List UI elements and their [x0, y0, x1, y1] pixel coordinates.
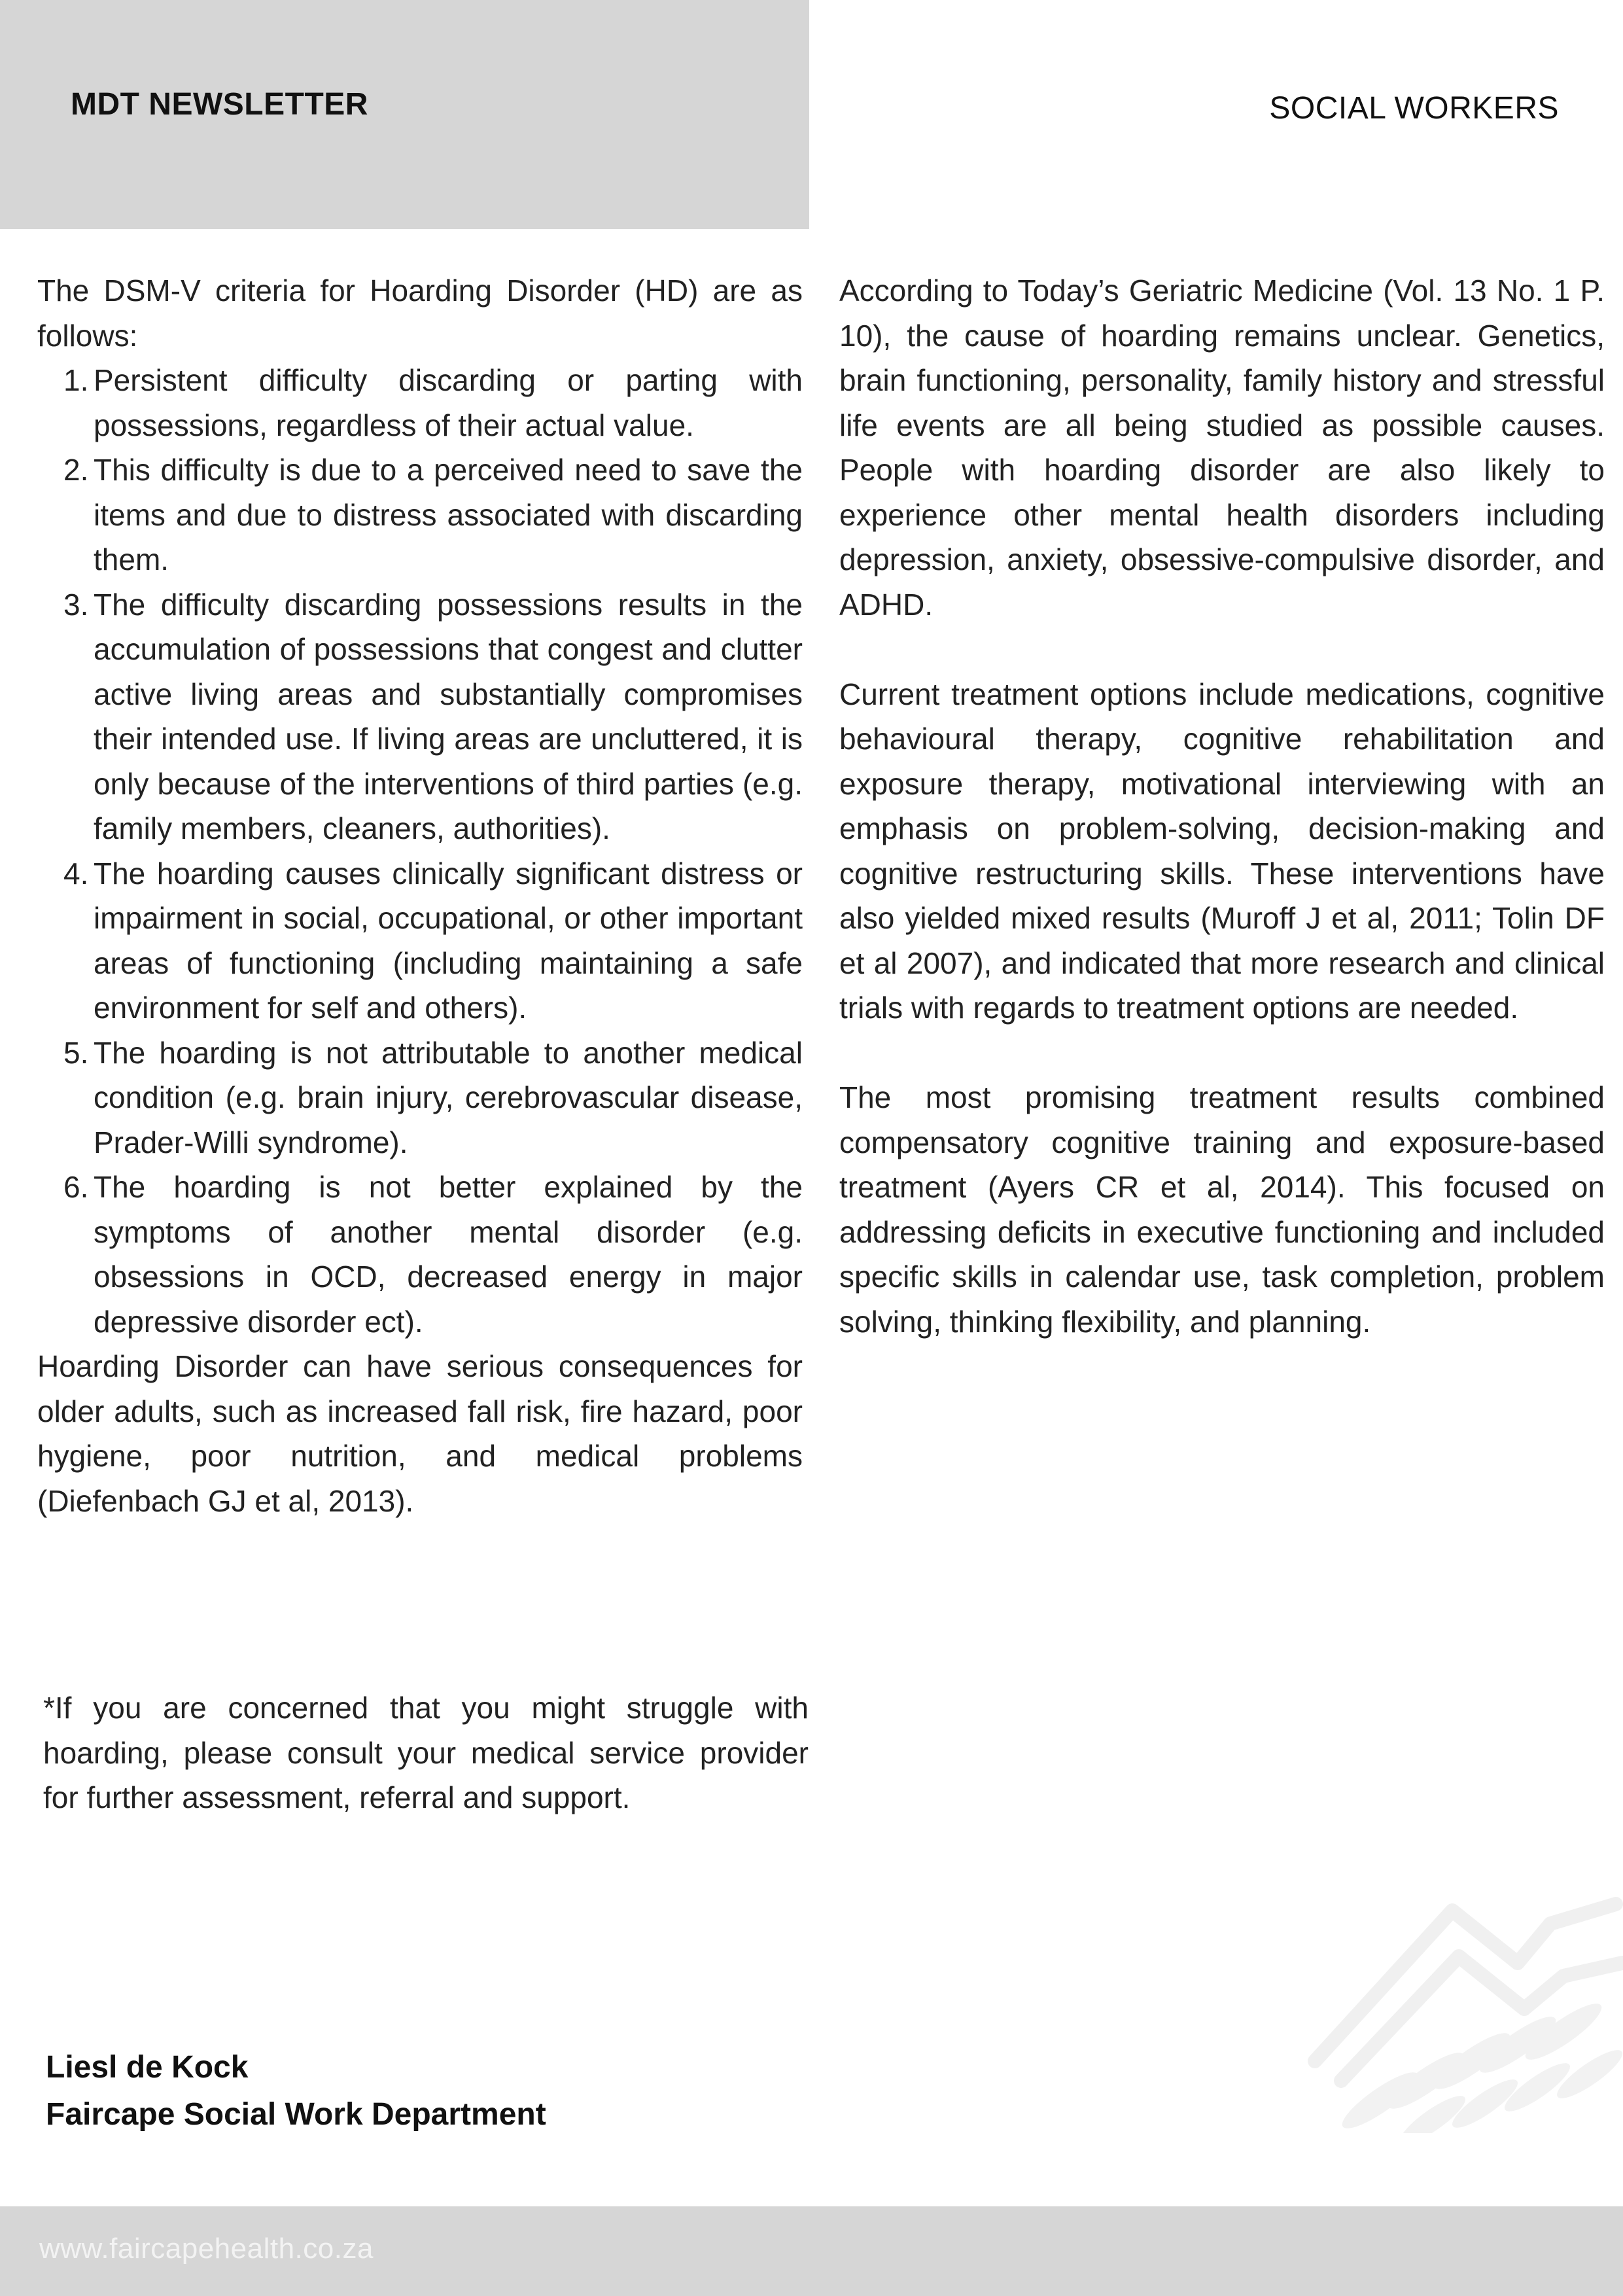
criteria-number: 5. [63, 1035, 89, 1070]
criteria-number: 4. [63, 856, 89, 891]
criteria-text: This difficulty is due to a perceived need to save the items and due to distress associated with discarding them. [94, 453, 803, 576]
criteria-text: The hoarding is not attributable to another medical condition (e.g. brain injury, cerebrovascular disease, Prader-Willi syndrome). [94, 1035, 803, 1159]
criteria-text: The hoarding causes clinically significant distress or impairment in social, occupational, or other important areas of functioning (including maintaining a safe environment for self and others). [94, 856, 803, 1025]
criteria-text: The hoarding is not better explained by the symptoms of another mental disorder (e.g. obsessions in OCD, decreased energy in major depressive disorder ect). [94, 1170, 803, 1339]
left-column [37, 268, 803, 1523]
criteria-item [37, 448, 803, 582]
causes-paragraph: According to Today’s Geriatric Medicine (Vol. 13 No. 1 P. 10), the cause of hoarding remains unclear. Genetics, brain functioning, personality, family history and stressful life events are all being studied as possible causes. People with hoarding disorder are also likely to experience other mental health disorders including depression, anxiety, obsessive-compulsive disorder, and ADHD. [839, 274, 1605, 622]
criteria-text: The difficulty discarding possessions results in the accumulation of possessions that congest and clutter active living areas and substantially compromises their intended use. If living areas are uncluttered, it is only because of the interventions of third parties (e.g. family members, cleaners, authorities). [94, 587, 803, 845]
criteria-item [37, 358, 803, 448]
house-watermark-icon [1302, 1884, 1623, 2133]
website-link[interactable]: www.faircapehealth.co.za [39, 2233, 374, 2265]
hoarding-concern-note: *If you are concerned that you might struggle with hoarding, please consult your medical service provider for further assessment, referral and support. [43, 1691, 809, 1814]
author-department: Faircape Social Work Department [46, 2097, 546, 2132]
paragraph-spacer [839, 1031, 1605, 1076]
paragraph-spacer [839, 627, 1605, 672]
section-title: SOCIAL WORKERS [1269, 91, 1559, 126]
criteria-item [37, 582, 803, 851]
treatment-options-paragraph: Current treatment options include medications, cognitive behavioural therapy, cognitive rehabilitation and exposure therapy, motivational interviewing with an emphasis on problem-solving, decision-making and cognitive restructuring skills. These interventions have also yielded mixed results (Muroff J et al, 2011; Tolin DF et al 2007), and indicated that more research and clinical trials with regards to treatment options are needed. [839, 677, 1605, 1025]
author-block [46, 2044, 546, 2138]
criteria-number: 6. [63, 1170, 89, 1204]
criteria-number: 2. [63, 453, 89, 487]
criteria-number: 1. [63, 363, 89, 397]
promising-treatment-paragraph: The most promising treatment results combined compensatory cognitive training and exposure-based treatment (Ayers CR et al, 2014). This focused on addressing deficits in executive functioning and included specific skills in calendar use, task completion, problem solving, thinking flexibility, and planning. [839, 1080, 1605, 1339]
criteria-list [37, 358, 803, 1344]
consequences-paragraph: Hoarding Disorder can have serious consequences for older adults, such as increased fall risk, fire hazard, poor hygiene, poor nutrition, and medical problems (Diefenbach GJ et al, 2013). [37, 1349, 803, 1518]
criteria-text: Persistent difficulty discarding or parting with possessions, regardless of their actual value. [94, 363, 803, 442]
criteria-number: 3. [63, 587, 89, 622]
newsletter-title: MDT NEWSLETTER [71, 87, 368, 122]
criteria-intro: The DSM-V criteria for Hoarding Disorder (HD) are as follows: [37, 274, 803, 353]
criteria-item [37, 1031, 803, 1165]
header-banner [0, 0, 809, 229]
criteria-item [37, 1165, 803, 1344]
right-column [839, 268, 1605, 1344]
author-name: Liesl de Kock [46, 2050, 249, 2085]
criteria-item [37, 851, 803, 1031]
footer-bar [0, 2206, 1623, 2296]
